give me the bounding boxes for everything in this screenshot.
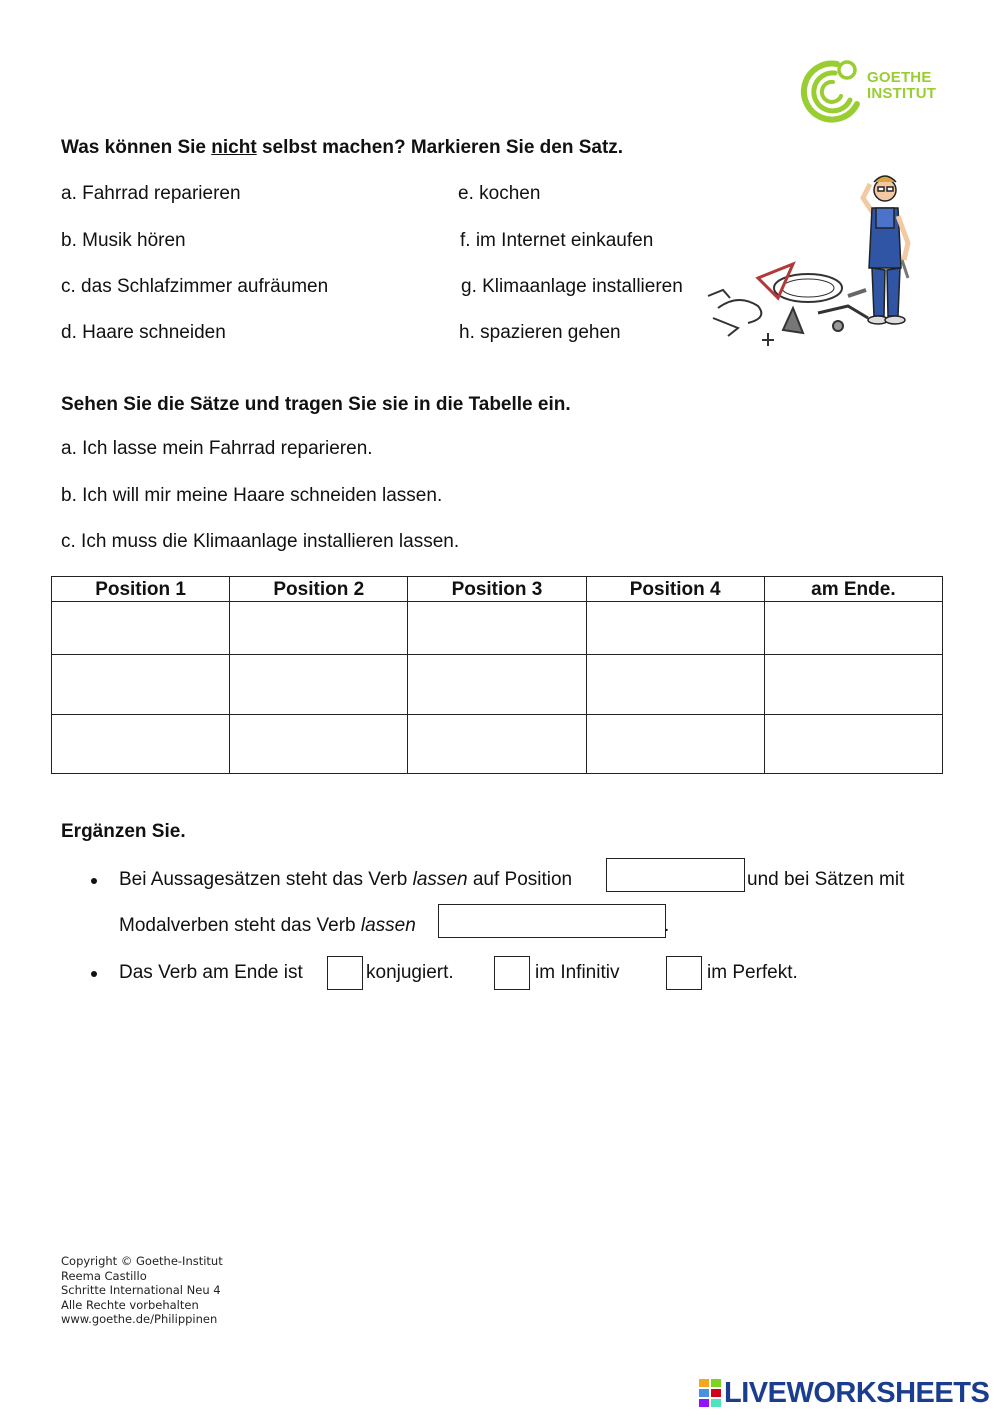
- position-table: [51, 576, 943, 774]
- bullet2-infinitive-label: im Infinitiv: [535, 962, 620, 983]
- bullet1-line2-text: [119, 915, 416, 937]
- table-header-position-1: Position 1: [52, 577, 230, 602]
- footer-line-book: Schritte International Neu 4: [61, 1283, 221, 1297]
- section1-heading-start: Was können Sie: [61, 137, 212, 158]
- table-cell-input[interactable]: [52, 602, 230, 655]
- example-sentence-a: a. Ich lasse mein Fahrrad reparieren.: [61, 438, 373, 459]
- table-cell-input[interactable]: [764, 655, 942, 715]
- bullet2-text-start: Das Verb am Ende ist: [119, 962, 303, 983]
- conjugated-checkbox[interactable]: [327, 956, 363, 990]
- table-header-position-4: Position 4: [586, 577, 764, 602]
- activity-item-h[interactable]: h. spazieren gehen: [459, 322, 621, 343]
- table-cell-input[interactable]: [408, 602, 586, 655]
- perfect-checkbox[interactable]: [666, 956, 702, 990]
- position-answer-field[interactable]: [606, 858, 745, 892]
- table-cell-input[interactable]: [408, 655, 586, 715]
- table-cell-input[interactable]: [230, 655, 408, 715]
- logo-line-2: INSTITUT: [867, 85, 937, 102]
- bullet1-line2-start: Modalverben steht das Verb: [119, 915, 361, 936]
- table-cell-input[interactable]: [230, 715, 408, 774]
- bullet-icon: [91, 971, 97, 977]
- bullet2-conjugated-label: konjugiert.: [366, 962, 454, 983]
- table-row: [52, 602, 943, 655]
- liveworksheets-logo-icon: [698, 1378, 722, 1408]
- table-cell-input[interactable]: [586, 602, 764, 655]
- example-sentence-b: b. Ich will mir meine Haare schneiden lassen.: [61, 485, 443, 506]
- activity-item-g[interactable]: g. Klimaanlage installieren: [461, 276, 683, 297]
- section2-heading: Sehen Sie die Sätze und tragen Sie sie in die Tabelle ein.: [61, 394, 571, 415]
- activity-item-d[interactable]: d. Haare schneiden: [61, 322, 226, 343]
- table-cell-input[interactable]: [230, 602, 408, 655]
- modal-position-answer-field[interactable]: [438, 904, 666, 938]
- activity-item-c[interactable]: c. das Schlafzimmer aufräumen: [61, 276, 329, 297]
- bullet1-text-end: und bei Sätzen mit: [747, 869, 905, 890]
- bullet1-line1-text: [119, 869, 572, 891]
- table-header-position-2: Position 2: [230, 577, 408, 602]
- activity-item-b[interactable]: b. Musik hören: [61, 230, 186, 251]
- liveworksheets-text: LIVEWORKSHEETS: [724, 1377, 990, 1409]
- bullet-icon: [91, 878, 97, 884]
- table-cell-input[interactable]: [764, 715, 942, 774]
- section1-heading-end: selbst machen? Markieren Sie den Satz.: [256, 137, 624, 158]
- table-header-position-3: Position 3: [408, 577, 586, 602]
- table-cell-input[interactable]: [764, 602, 942, 655]
- section1-heading: [61, 137, 623, 159]
- bullet1-emphasis: lassen: [412, 869, 468, 890]
- infinitive-checkbox[interactable]: [494, 956, 530, 990]
- section3-heading: Ergänzen Sie.: [61, 821, 186, 842]
- goethe-logo-mark-icon: [795, 56, 865, 126]
- table-header-end: am Ende.: [764, 577, 942, 602]
- table-cell-input[interactable]: [408, 715, 586, 774]
- mechanic-illustration: [698, 168, 944, 352]
- goethe-logo: [795, 56, 945, 126]
- bullet1-line2-emphasis: lassen: [360, 915, 416, 936]
- table-row: [52, 655, 943, 715]
- table-header-row: [52, 577, 943, 602]
- activity-item-f[interactable]: f. im Internet einkaufen: [460, 230, 654, 251]
- footer-line-copyright: Copyright © Goethe-Institut: [61, 1254, 223, 1268]
- footer-line-url: www.goethe.de/Philippinen: [61, 1312, 218, 1326]
- table-cell-input[interactable]: [586, 715, 764, 774]
- logo-line-1: GOETHE: [867, 69, 932, 86]
- copyright-footer: [61, 1254, 223, 1327]
- footer-line-rights: Alle Rechte vorbehalten: [61, 1297, 199, 1312]
- bullet1-line2-period: .: [664, 915, 670, 936]
- bullet1-text-middle: auf Position: [467, 869, 573, 890]
- example-sentence-c: c. Ich muss die Klimaanlage installieren lassen.: [61, 531, 460, 552]
- activity-item-a[interactable]: a. Fahrrad reparieren: [61, 183, 241, 204]
- goethe-logo-text: [867, 70, 936, 102]
- table-cell-input[interactable]: [52, 655, 230, 715]
- bullet1-text-start: Bei Aussagesätzen steht das Verb: [119, 869, 413, 890]
- table-cell-input[interactable]: [52, 715, 230, 774]
- activity-item-e[interactable]: e. kochen: [458, 183, 541, 204]
- table-row: [52, 715, 943, 774]
- table-cell-input[interactable]: [586, 655, 764, 715]
- bullet2-perfect-label: im Perfekt.: [707, 962, 798, 983]
- mechanic-bicycle-parts-icon: [698, 168, 944, 352]
- section1-heading-emphasis: nicht: [211, 137, 257, 158]
- footer-line-author: Reema Castillo: [61, 1268, 147, 1283]
